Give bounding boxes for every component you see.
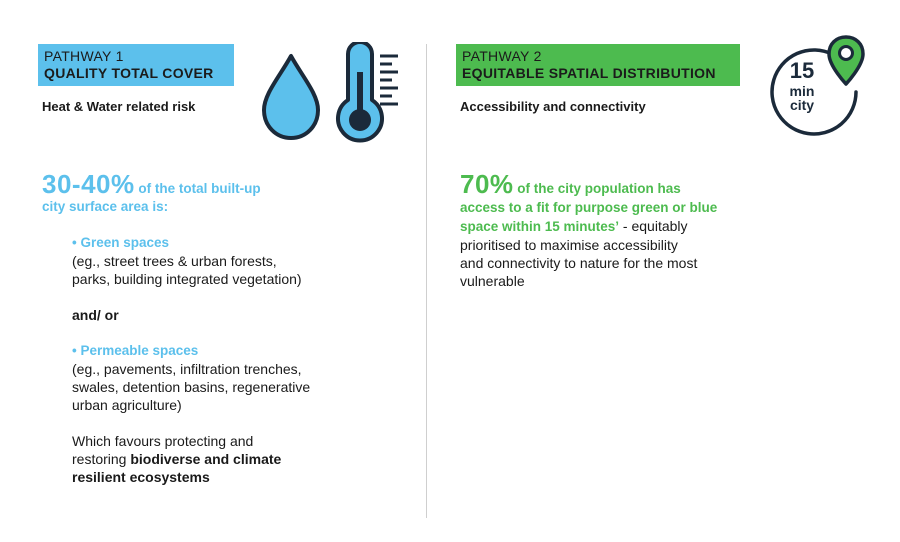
- pathway2-label: PATHWAY 2: [462, 48, 542, 64]
- pathway1-lead-2: city surface area is:: [42, 199, 169, 214]
- fifteen-unit-city: city: [789, 97, 815, 113]
- pathway2-subtitle: Accessibility and connectivity: [460, 99, 646, 114]
- pathway1-label: PATHWAY 1: [44, 48, 124, 64]
- water-drop-icon: [258, 52, 324, 142]
- permeable-spaces-detail-3: urban agriculture): [72, 397, 182, 413]
- pathway1-header: [38, 44, 234, 86]
- location-pin-icon: [826, 34, 866, 88]
- pathway1-target: [42, 170, 402, 215]
- pathway1-percent: 30-40%: [42, 169, 135, 199]
- pathway1-closing-2-text: restoring: [72, 451, 131, 467]
- pathway1-subtitle: Heat & Water related risk: [42, 99, 196, 114]
- green-spaces-heading: • Green spaces: [72, 235, 170, 250]
- green-spaces-detail-2: parks, building integrated vegetation): [72, 271, 302, 287]
- pathway2-lead-1: of the city population has: [513, 181, 681, 196]
- permeable-spaces-detail-1: (eg., pavements, infiltration trenches,: [72, 361, 302, 377]
- fifteen-minute-city-icon: [762, 34, 870, 142]
- fifteen-number: 15: [789, 58, 815, 83]
- pathway1-closing-2: [72, 450, 402, 468]
- pathway1-title: QUALITY TOTAL COVER: [44, 65, 214, 81]
- green-spaces-detail-1: (eg., street trees & urban forests,: [72, 253, 277, 269]
- pathway2-header: [456, 44, 740, 86]
- pathway2-title: EQUITABLE SPATIAL DISTRIBUTION: [462, 65, 716, 81]
- pathway2-detail-2: and connectivity to nature for the most: [460, 255, 698, 271]
- pathway2-percent: 70%: [460, 169, 514, 199]
- permeable-spaces-detail-2: swales, detention basins, regenerative: [72, 379, 311, 395]
- pathway1-lead-1: of the total built-up: [134, 181, 261, 196]
- fifteen-unit-min: min: [789, 83, 815, 99]
- thermometer-icon: [332, 42, 404, 146]
- pathway1-closing-1: Which favours protecting and: [72, 433, 254, 449]
- pathway2-detail-3: vulnerable: [460, 273, 525, 289]
- column-divider: [426, 44, 427, 518]
- pathway1-closing-2-bold: biodiverse and climate: [130, 451, 282, 467]
- pathway1-closing-3: resilient ecosystems: [72, 469, 210, 485]
- and-or-text: and/ or: [72, 307, 119, 323]
- pathway2-lead-3: space within 15 minutes’: [460, 219, 620, 234]
- pathway2-lead-3-line: [460, 217, 800, 236]
- pathway1-list: [72, 234, 402, 486]
- permeable-spaces-heading: • Permeable spaces: [72, 343, 199, 358]
- pathway2-target: [460, 170, 800, 290]
- pathway2-lead-2: access to a fit for purpose green or blue: [460, 200, 718, 215]
- pathway2-detail-1: prioritised to maximise accessibility: [460, 237, 678, 253]
- pathway2-lead-3-rest: - equitably: [619, 218, 688, 234]
